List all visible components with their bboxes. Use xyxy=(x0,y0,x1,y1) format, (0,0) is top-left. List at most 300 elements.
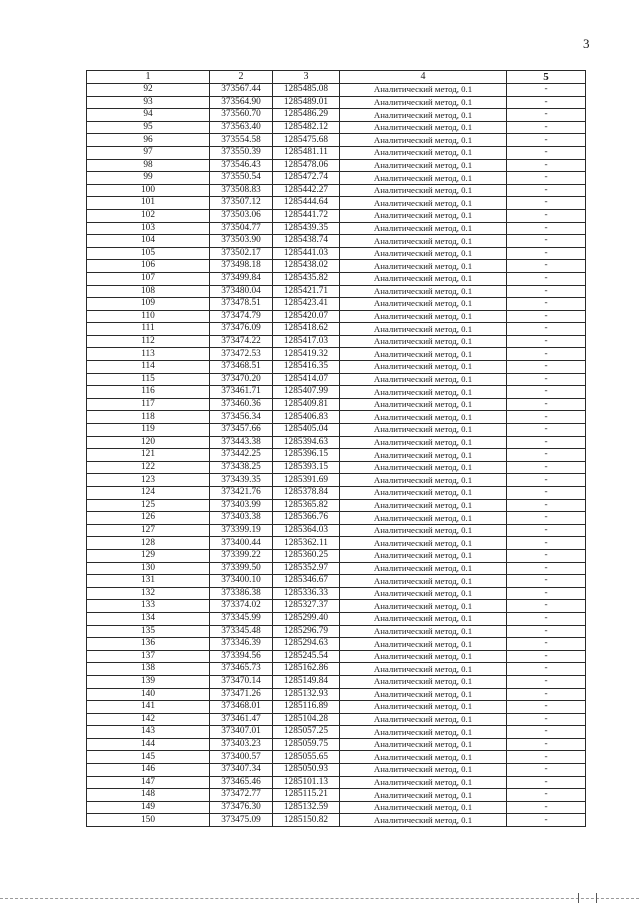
x-coordinate-cell: 373442.25 xyxy=(210,449,273,462)
error-cell: - xyxy=(507,197,586,210)
table-row xyxy=(87,96,586,109)
point-number-cell: 142 xyxy=(87,713,210,726)
error-cell: - xyxy=(507,487,586,500)
point-number-cell: 129 xyxy=(87,549,210,562)
y-coordinate-cell: 1285115.21 xyxy=(273,789,340,802)
y-coordinate-cell: 1285475.68 xyxy=(273,134,340,147)
y-coordinate-cell: 1285104.28 xyxy=(273,713,340,726)
x-coordinate-cell: 373394.56 xyxy=(210,650,273,663)
error-cell: - xyxy=(507,272,586,285)
error-cell: - xyxy=(507,386,586,399)
x-coordinate-cell: 373550.39 xyxy=(210,146,273,159)
error-cell: - xyxy=(507,184,586,197)
x-coordinate-cell: 373504.77 xyxy=(210,222,273,235)
x-coordinate-cell: 373399.50 xyxy=(210,562,273,575)
table-row xyxy=(87,247,586,260)
table-row xyxy=(87,235,586,248)
method-cell: Аналитический метод, 0.1 xyxy=(340,789,507,802)
y-coordinate-cell: 1285482.12 xyxy=(273,121,340,134)
x-coordinate-cell: 373399.19 xyxy=(210,524,273,537)
table-row xyxy=(87,650,586,663)
x-coordinate-cell: 373460.36 xyxy=(210,398,273,411)
point-number-cell: 102 xyxy=(87,209,210,222)
y-coordinate-cell: 1285352.97 xyxy=(273,562,340,575)
y-coordinate-cell: 1285391.69 xyxy=(273,474,340,487)
x-coordinate-cell: 373461.71 xyxy=(210,386,273,399)
y-coordinate-cell: 1285435.82 xyxy=(273,272,340,285)
table-row xyxy=(87,436,586,449)
y-coordinate-cell: 1285441.72 xyxy=(273,209,340,222)
y-coordinate-cell: 1285360.25 xyxy=(273,549,340,562)
method-cell: Аналитический метод, 0.1 xyxy=(340,801,507,814)
method-cell: Аналитический метод, 0.1 xyxy=(340,335,507,348)
error-cell: - xyxy=(507,814,586,827)
coordinates-table xyxy=(86,70,586,827)
x-coordinate-cell: 373439.35 xyxy=(210,474,273,487)
method-cell: Аналитический метод, 0.1 xyxy=(340,84,507,97)
x-coordinate-cell: 373476.30 xyxy=(210,801,273,814)
error-cell: - xyxy=(507,713,586,726)
x-coordinate-cell: 373421.76 xyxy=(210,487,273,500)
table-row xyxy=(87,625,586,638)
point-number-cell: 97 xyxy=(87,146,210,159)
table-row xyxy=(87,386,586,399)
x-coordinate-cell: 373403.38 xyxy=(210,512,273,525)
method-cell: Аналитический метод, 0.1 xyxy=(340,625,507,638)
point-number-cell: 134 xyxy=(87,612,210,625)
table-row xyxy=(87,638,586,651)
point-number-cell: 120 xyxy=(87,436,210,449)
x-coordinate-cell: 373386.38 xyxy=(210,587,273,600)
method-cell: Аналитический метод, 0.1 xyxy=(340,638,507,651)
table-row xyxy=(87,209,586,222)
error-cell: - xyxy=(507,575,586,588)
scan-bottom-line xyxy=(0,898,639,899)
point-number-cell: 117 xyxy=(87,398,210,411)
scan-mark xyxy=(578,893,579,903)
method-cell: Аналитический метод, 0.1 xyxy=(340,310,507,323)
x-coordinate-cell: 373478.51 xyxy=(210,298,273,311)
error-cell: - xyxy=(507,650,586,663)
table-row xyxy=(87,348,586,361)
point-number-cell: 139 xyxy=(87,675,210,688)
table-row xyxy=(87,713,586,726)
method-cell: Аналитический метод, 0.1 xyxy=(340,562,507,575)
x-coordinate-cell: 373471.26 xyxy=(210,688,273,701)
table-row xyxy=(87,587,586,600)
x-coordinate-cell: 373400.44 xyxy=(210,537,273,550)
column-header-2: 2 xyxy=(210,71,273,84)
table-row xyxy=(87,675,586,688)
method-cell: Аналитический метод, 0.1 xyxy=(340,474,507,487)
point-number-cell: 101 xyxy=(87,197,210,210)
y-coordinate-cell: 1285441.03 xyxy=(273,247,340,260)
table-row xyxy=(87,361,586,374)
point-number-cell: 109 xyxy=(87,298,210,311)
y-coordinate-cell: 1285438.02 xyxy=(273,260,340,273)
x-coordinate-cell: 373407.01 xyxy=(210,726,273,739)
y-coordinate-cell: 1285438.74 xyxy=(273,235,340,248)
table-row xyxy=(87,121,586,134)
error-cell: - xyxy=(507,411,586,424)
x-coordinate-cell: 373345.48 xyxy=(210,625,273,638)
y-coordinate-cell: 1285294.63 xyxy=(273,638,340,651)
point-number-cell: 95 xyxy=(87,121,210,134)
point-number-cell: 144 xyxy=(87,738,210,751)
error-cell: - xyxy=(507,323,586,336)
x-coordinate-cell: 373465.73 xyxy=(210,663,273,676)
x-coordinate-cell: 373564.90 xyxy=(210,96,273,109)
point-number-cell: 130 xyxy=(87,562,210,575)
y-coordinate-cell: 1285407.99 xyxy=(273,386,340,399)
table-row xyxy=(87,197,586,210)
error-cell: - xyxy=(507,449,586,462)
point-number-cell: 131 xyxy=(87,575,210,588)
method-cell: Аналитический метод, 0.1 xyxy=(340,411,507,424)
table-row xyxy=(87,801,586,814)
x-coordinate-cell: 373480.04 xyxy=(210,285,273,298)
error-cell: - xyxy=(507,537,586,550)
table-row xyxy=(87,260,586,273)
method-cell: Аналитический метод, 0.1 xyxy=(340,650,507,663)
table-row xyxy=(87,575,586,588)
x-coordinate-cell: 373403.23 xyxy=(210,738,273,751)
point-number-cell: 136 xyxy=(87,638,210,651)
method-cell: Аналитический метод, 0.1 xyxy=(340,600,507,613)
table-row xyxy=(87,159,586,172)
point-number-cell: 94 xyxy=(87,109,210,122)
error-cell: - xyxy=(507,424,586,437)
method-cell: Аналитический метод, 0.1 xyxy=(340,549,507,562)
method-cell: Аналитический метод, 0.1 xyxy=(340,386,507,399)
error-cell: - xyxy=(507,172,586,185)
point-number-cell: 137 xyxy=(87,650,210,663)
table-row xyxy=(87,789,586,802)
method-cell: Аналитический метод, 0.1 xyxy=(340,134,507,147)
table-row xyxy=(87,537,586,550)
error-cell: - xyxy=(507,109,586,122)
method-cell: Аналитический метод, 0.1 xyxy=(340,247,507,260)
point-number-cell: 92 xyxy=(87,84,210,97)
error-cell: - xyxy=(507,398,586,411)
y-coordinate-cell: 1285489.01 xyxy=(273,96,340,109)
point-number-cell: 118 xyxy=(87,411,210,424)
method-cell: Аналитический метод, 0.1 xyxy=(340,575,507,588)
x-coordinate-cell: 373346.39 xyxy=(210,638,273,651)
table-body xyxy=(87,84,586,827)
y-coordinate-cell: 1285414.07 xyxy=(273,373,340,386)
point-number-cell: 104 xyxy=(87,235,210,248)
x-coordinate-cell: 373508.83 xyxy=(210,184,273,197)
x-coordinate-cell: 373472.53 xyxy=(210,348,273,361)
method-cell: Аналитический метод, 0.1 xyxy=(340,361,507,374)
point-number-cell: 100 xyxy=(87,184,210,197)
x-coordinate-cell: 373550.54 xyxy=(210,172,273,185)
y-coordinate-cell: 1285481.11 xyxy=(273,146,340,159)
x-coordinate-cell: 373476.09 xyxy=(210,323,273,336)
x-coordinate-cell: 373443.38 xyxy=(210,436,273,449)
method-cell: Аналитический метод, 0.1 xyxy=(340,688,507,701)
table-row xyxy=(87,373,586,386)
method-cell: Аналитический метод, 0.1 xyxy=(340,738,507,751)
x-coordinate-cell: 373438.25 xyxy=(210,461,273,474)
method-cell: Аналитический метод, 0.1 xyxy=(340,436,507,449)
error-cell: - xyxy=(507,222,586,235)
column-header-4: 4 xyxy=(340,71,507,84)
table-row xyxy=(87,738,586,751)
table-row xyxy=(87,323,586,336)
point-number-cell: 112 xyxy=(87,335,210,348)
y-coordinate-cell: 1285421.71 xyxy=(273,285,340,298)
error-cell: - xyxy=(507,285,586,298)
method-cell: Аналитический метод, 0.1 xyxy=(340,285,507,298)
y-coordinate-cell: 1285245.54 xyxy=(273,650,340,663)
error-cell: - xyxy=(507,663,586,676)
x-coordinate-cell: 373503.90 xyxy=(210,235,273,248)
y-coordinate-cell: 1285394.63 xyxy=(273,436,340,449)
point-number-cell: 121 xyxy=(87,449,210,462)
point-number-cell: 105 xyxy=(87,247,210,260)
point-number-cell: 106 xyxy=(87,260,210,273)
error-cell: - xyxy=(507,310,586,323)
y-coordinate-cell: 1285150.82 xyxy=(273,814,340,827)
table-row xyxy=(87,688,586,701)
error-cell: - xyxy=(507,235,586,248)
table-row xyxy=(87,298,586,311)
method-cell: Аналитический метод, 0.1 xyxy=(340,323,507,336)
point-number-cell: 140 xyxy=(87,688,210,701)
method-cell: Аналитический метод, 0.1 xyxy=(340,512,507,525)
y-coordinate-cell: 1285057.25 xyxy=(273,726,340,739)
method-cell: Аналитический метод, 0.1 xyxy=(340,424,507,437)
x-coordinate-cell: 373498.18 xyxy=(210,260,273,273)
error-cell: - xyxy=(507,84,586,97)
method-cell: Аналитический метод, 0.1 xyxy=(340,675,507,688)
error-cell: - xyxy=(507,461,586,474)
y-coordinate-cell: 1285416.35 xyxy=(273,361,340,374)
error-cell: - xyxy=(507,159,586,172)
point-number-cell: 111 xyxy=(87,323,210,336)
error-cell: - xyxy=(507,524,586,537)
method-cell: Аналитический метод, 0.1 xyxy=(340,587,507,600)
x-coordinate-cell: 373503.06 xyxy=(210,209,273,222)
method-cell: Аналитический метод, 0.1 xyxy=(340,461,507,474)
table-row xyxy=(87,411,586,424)
error-cell: - xyxy=(507,751,586,764)
table-row xyxy=(87,146,586,159)
y-coordinate-cell: 1285378.84 xyxy=(273,487,340,500)
y-coordinate-cell: 1285423.41 xyxy=(273,298,340,311)
table-row xyxy=(87,398,586,411)
method-cell: Аналитический метод, 0.1 xyxy=(340,298,507,311)
y-coordinate-cell: 1285336.33 xyxy=(273,587,340,600)
x-coordinate-cell: 373474.22 xyxy=(210,335,273,348)
method-cell: Аналитический метод, 0.1 xyxy=(340,235,507,248)
x-coordinate-cell: 373560.70 xyxy=(210,109,273,122)
x-coordinate-cell: 373470.14 xyxy=(210,675,273,688)
table-row xyxy=(87,184,586,197)
table-row xyxy=(87,776,586,789)
x-coordinate-cell: 373507.12 xyxy=(210,197,273,210)
y-coordinate-cell: 1285346.67 xyxy=(273,575,340,588)
y-coordinate-cell: 1285366.76 xyxy=(273,512,340,525)
error-cell: - xyxy=(507,361,586,374)
x-coordinate-cell: 373457.66 xyxy=(210,424,273,437)
point-number-cell: 123 xyxy=(87,474,210,487)
error-cell: - xyxy=(507,776,586,789)
point-number-cell: 122 xyxy=(87,461,210,474)
point-number-cell: 99 xyxy=(87,172,210,185)
x-coordinate-cell: 373502.17 xyxy=(210,247,273,260)
error-cell: - xyxy=(507,675,586,688)
method-cell: Аналитический метод, 0.1 xyxy=(340,499,507,512)
point-number-cell: 113 xyxy=(87,348,210,361)
y-coordinate-cell: 1285472.74 xyxy=(273,172,340,185)
y-coordinate-cell: 1285409.81 xyxy=(273,398,340,411)
method-cell: Аналитический метод, 0.1 xyxy=(340,159,507,172)
table-row xyxy=(87,449,586,462)
method-cell: Аналитический метод, 0.1 xyxy=(340,751,507,764)
table-row xyxy=(87,814,586,827)
error-cell: - xyxy=(507,209,586,222)
method-cell: Аналитический метод, 0.1 xyxy=(340,726,507,739)
table-row xyxy=(87,335,586,348)
method-cell: Аналитический метод, 0.1 xyxy=(340,146,507,159)
error-cell: - xyxy=(507,474,586,487)
table-row xyxy=(87,612,586,625)
method-cell: Аналитический метод, 0.1 xyxy=(340,96,507,109)
y-coordinate-cell: 1285396.15 xyxy=(273,449,340,462)
point-number-cell: 119 xyxy=(87,424,210,437)
x-coordinate-cell: 373400.10 xyxy=(210,575,273,588)
point-number-cell: 108 xyxy=(87,285,210,298)
point-number-cell: 141 xyxy=(87,701,210,714)
error-cell: - xyxy=(507,738,586,751)
x-coordinate-cell: 373345.99 xyxy=(210,612,273,625)
method-cell: Аналитический метод, 0.1 xyxy=(340,764,507,777)
method-cell: Аналитический метод, 0.1 xyxy=(340,348,507,361)
x-coordinate-cell: 373374.02 xyxy=(210,600,273,613)
column-header-1: 1 xyxy=(87,71,210,84)
table-row xyxy=(87,134,586,147)
error-cell: - xyxy=(507,600,586,613)
table-row xyxy=(87,272,586,285)
y-coordinate-cell: 1285132.59 xyxy=(273,801,340,814)
x-coordinate-cell: 373474.79 xyxy=(210,310,273,323)
method-cell: Аналитический метод, 0.1 xyxy=(340,537,507,550)
x-coordinate-cell: 373400.57 xyxy=(210,751,273,764)
point-number-cell: 98 xyxy=(87,159,210,172)
x-coordinate-cell: 373465.46 xyxy=(210,776,273,789)
method-cell: Аналитический метод, 0.1 xyxy=(340,373,507,386)
y-coordinate-cell: 1285132.93 xyxy=(273,688,340,701)
table-row xyxy=(87,549,586,562)
error-cell: - xyxy=(507,96,586,109)
column-header-5: 5 xyxy=(507,71,586,84)
error-cell: - xyxy=(507,764,586,777)
table-header xyxy=(87,71,586,84)
y-coordinate-cell: 1285444.64 xyxy=(273,197,340,210)
table-row xyxy=(87,474,586,487)
method-cell: Аналитический метод, 0.1 xyxy=(340,612,507,625)
point-number-cell: 147 xyxy=(87,776,210,789)
table-row xyxy=(87,222,586,235)
y-coordinate-cell: 1285439.35 xyxy=(273,222,340,235)
method-cell: Аналитический метод, 0.1 xyxy=(340,197,507,210)
table-row xyxy=(87,487,586,500)
method-cell: Аналитический метод, 0.1 xyxy=(340,121,507,134)
table-row xyxy=(87,109,586,122)
x-coordinate-cell: 373470.20 xyxy=(210,373,273,386)
error-cell: - xyxy=(507,625,586,638)
error-cell: - xyxy=(507,146,586,159)
table-row xyxy=(87,512,586,525)
y-coordinate-cell: 1285417.03 xyxy=(273,335,340,348)
table-row xyxy=(87,562,586,575)
error-cell: - xyxy=(507,298,586,311)
error-cell: - xyxy=(507,373,586,386)
method-cell: Аналитический метод, 0.1 xyxy=(340,172,507,185)
page-number: 3 xyxy=(583,36,590,51)
error-cell: - xyxy=(507,587,586,600)
y-coordinate-cell: 1285420.07 xyxy=(273,310,340,323)
error-cell: - xyxy=(507,801,586,814)
y-coordinate-cell: 1285406.83 xyxy=(273,411,340,424)
point-number-cell: 127 xyxy=(87,524,210,537)
y-coordinate-cell: 1285162.86 xyxy=(273,663,340,676)
error-cell: - xyxy=(507,134,586,147)
x-coordinate-cell: 373468.51 xyxy=(210,361,273,374)
table-row xyxy=(87,310,586,323)
x-coordinate-cell: 373563.40 xyxy=(210,121,273,134)
y-coordinate-cell: 1285149.84 xyxy=(273,675,340,688)
x-coordinate-cell: 373468.01 xyxy=(210,701,273,714)
error-cell: - xyxy=(507,247,586,260)
x-coordinate-cell: 373399.22 xyxy=(210,549,273,562)
y-coordinate-cell: 1285327.37 xyxy=(273,600,340,613)
x-coordinate-cell: 373403.99 xyxy=(210,499,273,512)
y-coordinate-cell: 1285419.32 xyxy=(273,348,340,361)
error-cell: - xyxy=(507,789,586,802)
error-cell: - xyxy=(507,499,586,512)
point-number-cell: 103 xyxy=(87,222,210,235)
x-coordinate-cell: 373499.84 xyxy=(210,272,273,285)
x-coordinate-cell: 373456.34 xyxy=(210,411,273,424)
column-header-3: 3 xyxy=(273,71,340,84)
x-coordinate-cell: 373554.58 xyxy=(210,134,273,147)
point-number-cell: 150 xyxy=(87,814,210,827)
y-coordinate-cell: 1285364.03 xyxy=(273,524,340,537)
y-coordinate-cell: 1285365.82 xyxy=(273,499,340,512)
method-cell: Аналитический метод, 0.1 xyxy=(340,814,507,827)
error-cell: - xyxy=(507,562,586,575)
point-number-cell: 107 xyxy=(87,272,210,285)
y-coordinate-cell: 1285486.29 xyxy=(273,109,340,122)
point-number-cell: 133 xyxy=(87,600,210,613)
table-row xyxy=(87,701,586,714)
y-coordinate-cell: 1285442.27 xyxy=(273,184,340,197)
point-number-cell: 96 xyxy=(87,134,210,147)
error-cell: - xyxy=(507,512,586,525)
error-cell: - xyxy=(507,348,586,361)
point-number-cell: 138 xyxy=(87,663,210,676)
scan-mark xyxy=(596,893,597,903)
table-row xyxy=(87,524,586,537)
point-number-cell: 110 xyxy=(87,310,210,323)
method-cell: Аналитический метод, 0.1 xyxy=(340,449,507,462)
point-number-cell: 135 xyxy=(87,625,210,638)
table-row xyxy=(87,663,586,676)
